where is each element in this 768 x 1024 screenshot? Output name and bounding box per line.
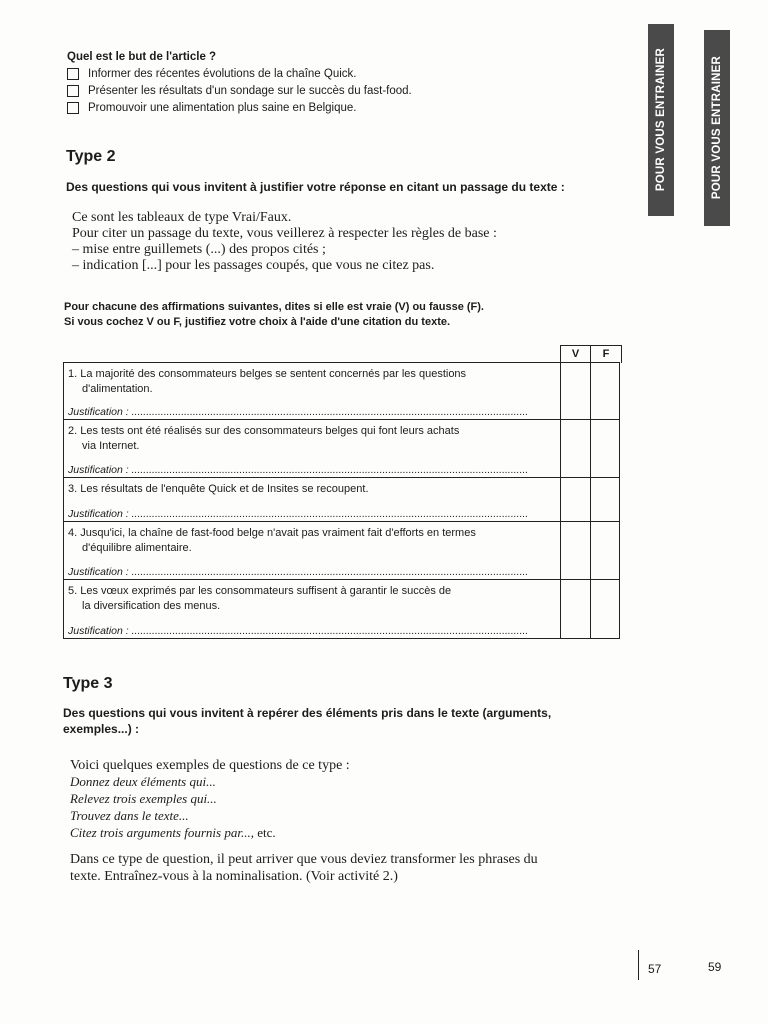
justification-line[interactable]: Justification : ........................................................................................................................................ [68,508,529,520]
statement: 2. Les tests ont été réalisés sur des consommateurs belges qui font leurs achats via Internet. [68,425,460,452]
f-cell[interactable] [590,477,591,522]
statement: 3. Les résultats de l'enquête Quick et de Insites se recoupent. [68,483,369,495]
justification-line[interactable]: Justification : ........................................................................................................................................ [68,406,529,418]
option-2[interactable] [67,85,412,97]
type3-description-1: Des questions qui vous invitent à repérer des éléments pris dans le texte (arguments, [63,706,552,720]
table-row [63,362,620,420]
example-1: Donnez deux éléments qui... [70,774,216,789]
instruction-1: Pour chacune des affirmations suivantes, dites si elle est vraie (V) ou fausse (F). [64,301,484,313]
page-divider [638,950,639,980]
type2-explanation-3: – mise entre guillemets (...) des propos cités ; [72,242,326,257]
example-4: Citez trois arguments fournis par..., etc. [70,825,276,840]
v-cell[interactable] [560,477,561,522]
v-cell[interactable] [560,521,561,580]
checkbox[interactable] [67,68,79,80]
justification-line[interactable]: Justification : ........................................................................................................................................ [68,566,529,578]
column-header-f: F [590,345,622,363]
option-3[interactable] [67,102,357,114]
option-1[interactable] [67,68,356,80]
side-tab-pour-vous-entrainer-right: POUR VOUS ENTRAINER [704,30,730,226]
option-label: Informer des récentes évolutions de la chaîne Quick. [88,68,357,80]
type2-title: Type 2 [66,148,116,165]
f-cell[interactable] [590,419,591,478]
type2-description: Des questions qui vous invitent à justifier votre réponse en citant un passage du texte : [66,180,565,194]
checkbox[interactable] [67,102,79,114]
type3-intro: Voici quelques exemples de questions de ce type : [70,758,350,773]
f-cell[interactable] [590,579,591,639]
instruction-2: Si vous cochez V ou F, justifiez votre choix à l'aide d'une citation du texte. [64,316,451,328]
table-row [63,579,620,639]
f-cell[interactable] [590,362,591,420]
column-header-v: V [560,345,590,363]
page-number-right: 59 [708,960,722,974]
table-row [63,477,620,522]
justification-line[interactable]: Justification : ........................................................................................................................................ [68,464,529,476]
statement: 1. La majorité des consommateurs belges se sentent concernés par les questions d'alimentation. [68,368,467,395]
table-row [63,419,620,478]
page-number-left: 57 [648,962,662,976]
v-cell[interactable] [560,419,561,478]
type2-explanation-4: – indication [...] pour les passages coupés, que vous ne citez pas. [72,258,435,273]
type2-explanation-2: Pour citer un passage du texte, vous veillerez à respecter les règles de base : [72,226,497,241]
justification-line[interactable]: Justification : ........................................................................................................................................ [68,625,529,637]
type3-description-2: exemples...) : [63,722,140,736]
option-label: Présenter les résultats d'un sondage sur le succès du fast-food. [88,85,412,97]
option-label: Promouvoir une alimentation plus saine en Belgique. [88,102,357,114]
checkbox[interactable] [67,85,79,97]
type3-note-2: texte. Entraînez-vous à la nominalisation. (Voir activité 2.) [70,869,398,884]
table-row [63,521,620,580]
example-3: Trouvez dans le texte... [70,808,189,823]
v-cell[interactable] [560,362,561,420]
type3-title: Type 3 [63,675,113,692]
true-false-table [63,345,622,642]
type3-note-1: Dans ce type de question, il peut arriver que vous deviez transformer les phrases du [70,852,538,867]
example-2: Relevez trois exemples qui... [70,791,217,806]
question-title: Quel est le but de l'article ? [67,51,217,63]
f-cell[interactable] [590,521,591,580]
type2-explanation-1: Ce sont les tableaux de type Vrai/Faux. [72,210,292,225]
v-cell[interactable] [560,579,561,639]
side-tab-pour-vous-entrainer: POUR VOUS ENTRAINER [648,24,674,216]
statement: 4. Jusqu'ici, la chaîne de fast-food belge n'avait pas vraiment fait d'efforts en termes d'équilibre alimentaire. [68,527,476,554]
statement: 5. Les vœux exprimés par les consommateurs suffisent à garantir le succès de la diversification des menus. [68,585,452,612]
